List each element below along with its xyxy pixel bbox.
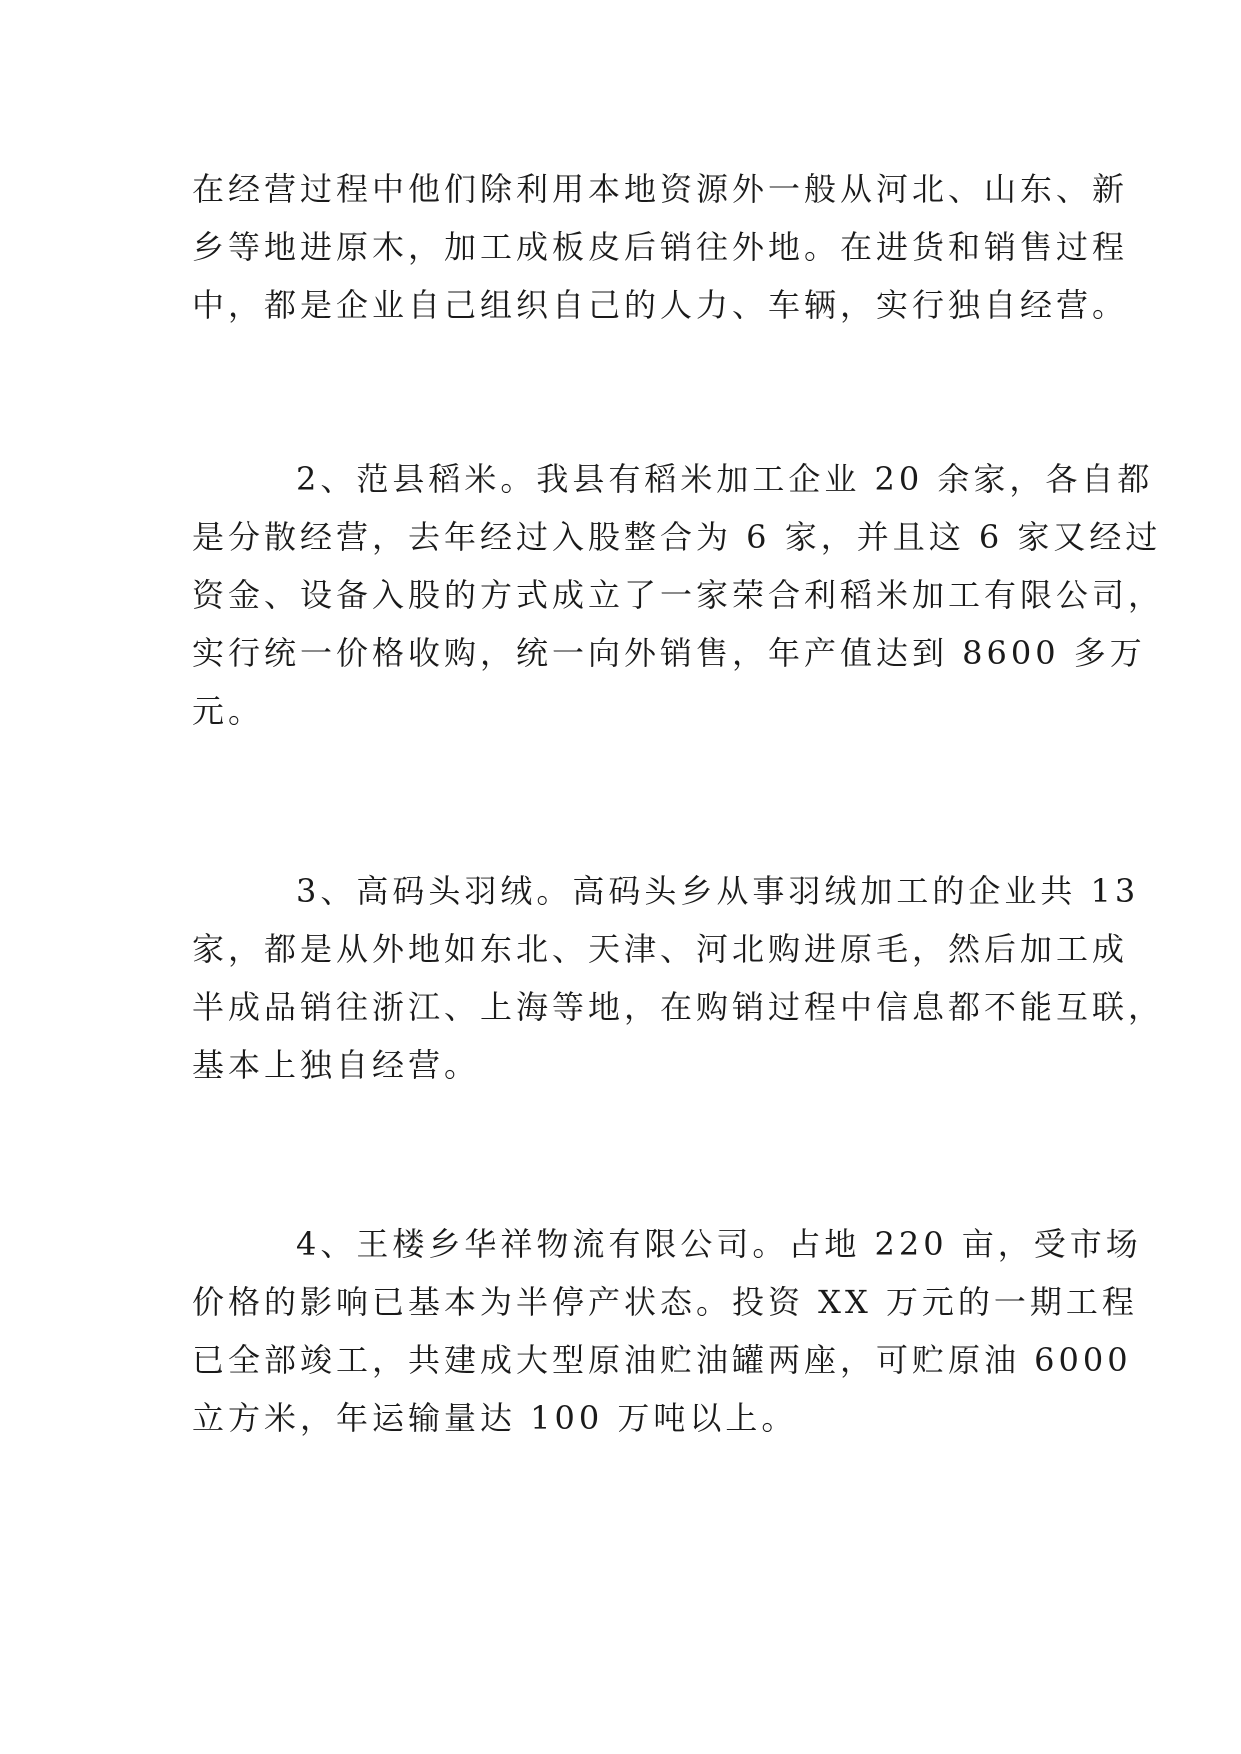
paragraph-line: 在经营过程中他们除利用本地资源外一般从河北、山东、新 [192, 170, 1129, 208]
paragraph-line: 乡等地进原木，加工成板皮后销往外地。在进货和销售过程 [192, 228, 1129, 266]
paragraph-3 [192, 862, 1165, 1094]
paragraph-line: 立方米，年运输量达 100 万吨以上。 [192, 1399, 798, 1437]
paragraph-line: 是分散经营，去年经过入股整合为 6 家，并且这 6 家又经过 [192, 518, 1162, 556]
paragraph-1 [192, 160, 1129, 334]
paragraph-line: 基本上独自经营。 [192, 1046, 481, 1084]
paragraph-4 [192, 1215, 1142, 1447]
paragraph-2 [192, 450, 1165, 740]
paragraph-line: 2、范县稻米。我县有稻米加工企业 20 余家，各自都 [296, 460, 1154, 498]
paragraph-line: 资金、设备入股的方式成立了一家荣合利稻米加工有限公司， [192, 576, 1165, 614]
paragraph-line: 实行统一价格收购，统一向外销售，年产值达到 8600 多万 [192, 634, 1146, 672]
paragraph-line: 价格的影响已基本为半停产状态。投资 XX 万元的一期工程 [192, 1283, 1138, 1321]
paragraph-line: 元。 [192, 692, 265, 730]
paragraph-line: 3、高码头羽绒。高码头乡从事羽绒加工的企业共 13 [296, 872, 1140, 910]
paragraph-line: 半成品销往浙江、上海等地，在购销过程中信息都不能互联， [192, 988, 1165, 1026]
paragraph-line: 已全部竣工，共建成大型原油贮油罐两座，可贮原油 6000 [192, 1341, 1132, 1379]
paragraph-line: 4、王楼乡华祥物流有限公司。占地 220 亩，受市场 [296, 1225, 1142, 1263]
paragraph-line: 家，都是从外地如东北、天津、河北购进原毛，然后加工成 [192, 930, 1129, 968]
paragraph-line: 中，都是企业自己组织自己的人力、车辆，实行独自经营。 [192, 286, 1129, 324]
